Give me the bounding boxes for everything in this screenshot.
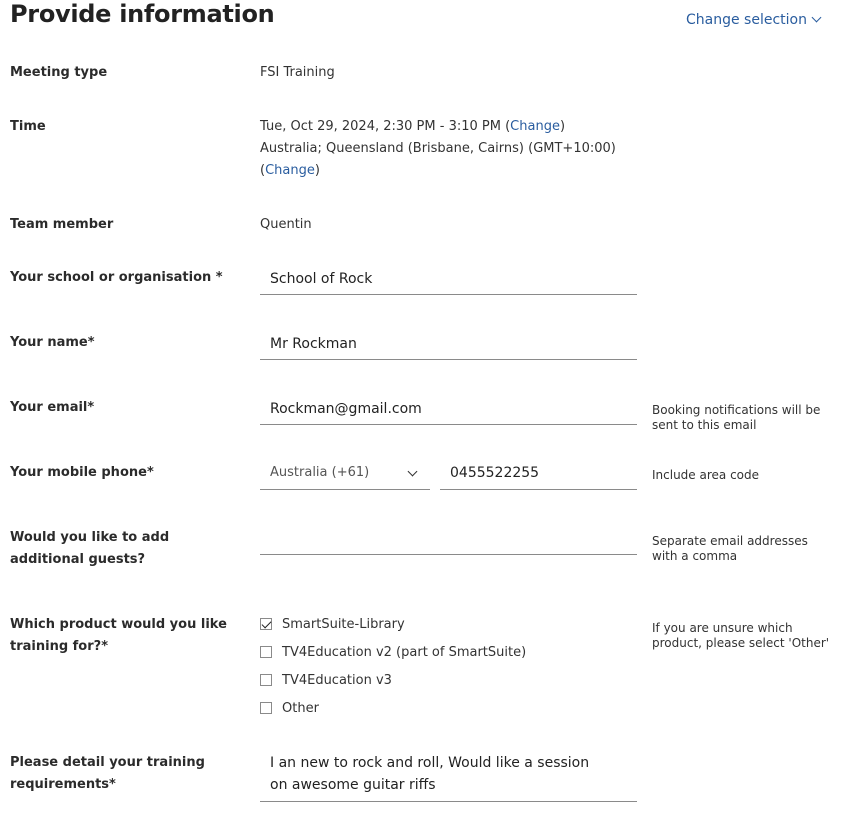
timezone-change-link[interactable]: Change	[265, 163, 315, 178]
product-option[interactable]	[260, 615, 405, 635]
email-label: Your email*	[10, 400, 95, 415]
checkbox[interactable]	[260, 674, 272, 686]
name-label: Your name*	[10, 335, 95, 350]
time-value: Tue, Oct 29, 2024, 2:30 PM - 3:10 PM (Change) Australia; Queensland (Brisbane, Cairns) (GMT+10:00) (Change)	[260, 119, 616, 178]
country-code-value[interactable]: Australia (+61)	[270, 465, 370, 480]
requirements-label: Please detail your training requirements*	[10, 755, 205, 792]
product-label: Which product would you like training for?*	[10, 617, 227, 654]
phone-label: Your mobile phone*	[10, 465, 154, 480]
product-hint: If you are unsure which product, please select 'Other'	[652, 621, 830, 650]
change-selection-link[interactable]	[686, 12, 820, 28]
chevron-down-icon[interactable]	[408, 467, 418, 477]
name-input[interactable]: Mr Rockman	[260, 330, 637, 360]
checkbox[interactable]	[260, 646, 272, 658]
organisation-label: Your school or organisation *	[10, 270, 223, 285]
requirements-textarea[interactable]: I an new to rock and roll, Would like a session on awesome guitar riffs	[260, 752, 637, 802]
guests-input[interactable]	[260, 525, 637, 555]
team-member-label: Team member	[10, 217, 114, 232]
organisation-input[interactable]: School of Rock	[260, 265, 637, 295]
product-option[interactable]	[260, 643, 526, 663]
phone-input[interactable]: 0455522255	[440, 460, 637, 490]
change-selection-label[interactable]: Change selection	[686, 12, 807, 28]
meeting-type-value: FSI Training	[260, 65, 335, 80]
product-option[interactable]	[260, 699, 319, 719]
team-member-value: Quentin	[260, 217, 312, 232]
checkbox[interactable]	[260, 702, 272, 714]
time-datetime: Tue, Oct 29, 2024, 2:30 PM - 3:10 PM	[260, 119, 501, 134]
product-option[interactable]	[260, 671, 392, 691]
product-option-label[interactable]: TV4Education v3	[282, 673, 392, 688]
meeting-type-label: Meeting type	[10, 65, 108, 80]
phone-hint: Include area code	[652, 468, 760, 482]
product-option-label[interactable]: SmartSuite-Library	[282, 617, 405, 632]
country-code-select[interactable]	[260, 460, 430, 490]
time-timezone: Australia; Queensland (Brisbane, Cairns) (GMT+10:00)	[260, 141, 616, 156]
guests-hint: Separate email addresses with a comma	[652, 534, 808, 563]
guests-label: Would you like to add additional guests?	[10, 530, 170, 567]
chevron-down-icon[interactable]	[812, 13, 822, 23]
time-label: Time	[10, 119, 46, 134]
email-hint: Booking notifications will be sent to this email	[652, 403, 821, 432]
email-input[interactable]: Rockman@gmail.com	[260, 395, 637, 425]
product-option-label[interactable]: Other	[282, 701, 319, 716]
page-title: Provide information	[10, 0, 275, 28]
product-option-label[interactable]: TV4Education v2 (part of SmartSuite)	[282, 645, 527, 660]
checkbox-checked[interactable]	[260, 618, 272, 630]
time-change-link[interactable]: Change	[510, 119, 560, 134]
